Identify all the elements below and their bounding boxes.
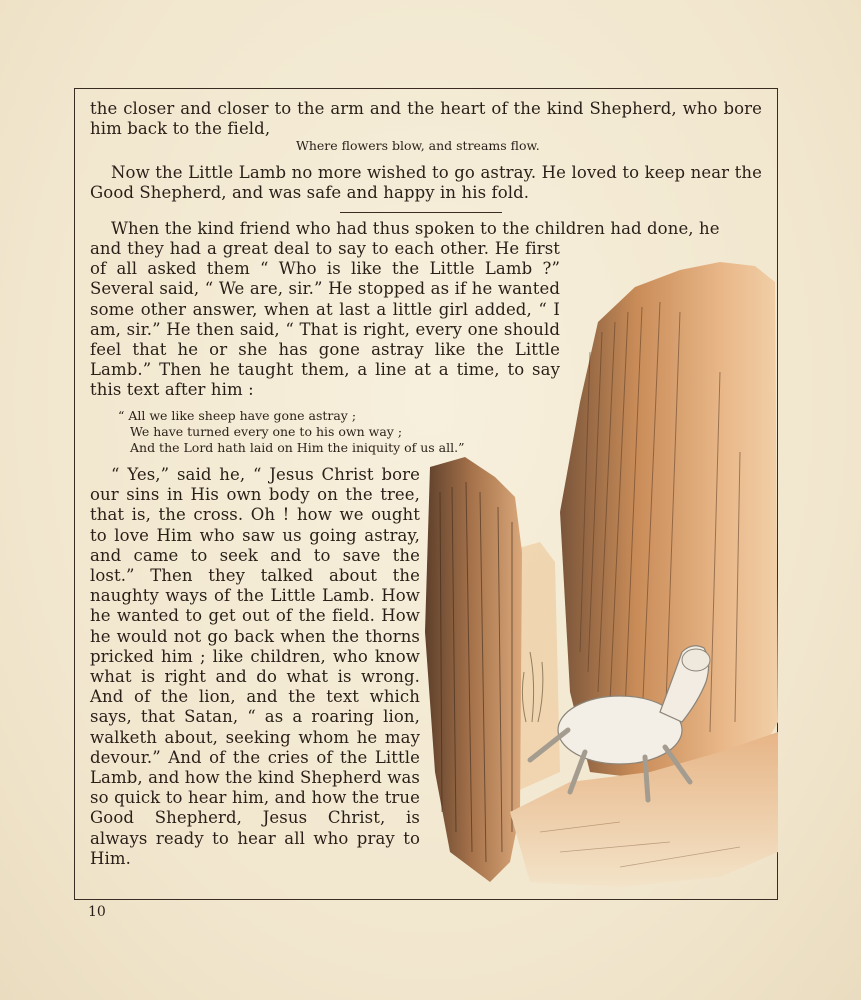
paragraph-3-first-line: When the kind friend who had thus spoken to the children had done, he <box>111 219 720 238</box>
scripture-verse <box>118 408 465 456</box>
page-number: 10 <box>88 904 106 920</box>
paragraph-2: Now the Little Lamb no more wished to go astray. He loved to keep near the Good Shepherd, and was safe and happy in his fold. <box>90 163 762 203</box>
verse-line: We have turned every one to his own way ; <box>130 424 403 439</box>
verse-line: And the Lord hath laid on Him the iniquity of us all.” <box>130 440 465 455</box>
paragraph-1: the closer and closer to the arm and the heart of the kind Shepherd, who bore him back to the field, <box>90 99 762 139</box>
verse-line: “ All we like sheep have gone astray ; <box>118 408 357 423</box>
lamb-rocks-illustration <box>420 252 780 892</box>
section-divider <box>340 212 502 213</box>
quote-line: Where flowers blow, and streams flow. <box>296 138 540 153</box>
paragraph-3: and they had a great deal to say to each other. He first of all asked them “ Who is like the Little Lamb ?” Several said, “ We are, sir.” He stopped as if he wanted some other answer, when at last a little girl added, “ I am, sir.” He then said, “ That is right, every one should feel that he or she has gone astray like the Little Lamb.” Then he taught them, a line at a time, to say this text after him : <box>90 239 560 400</box>
paragraph-4: “ Yes,” said he, “ Jesus Christ bore our sins in His own body on the tree, that is, the cross. Oh ! how we ought to love Him who saw us going astray, and came to seek and to save the lost.” Then they talked about the naughty ways of the Little Lamb. How he wanted to get out of the field. How he would not go back when the thorns pricked him ; like children, who know what is right and do what is wrong. And of the lion, and the text which says, that Satan, “ as a roaring lion, walketh about, seeking whom he may devour.” And of the cries of the Little Lamb, and how the kind Shepherd was so quick to hear him, and how the true Good Shepherd, Jesus Christ, is always ready to hear all who pray to Him. <box>90 465 420 868</box>
